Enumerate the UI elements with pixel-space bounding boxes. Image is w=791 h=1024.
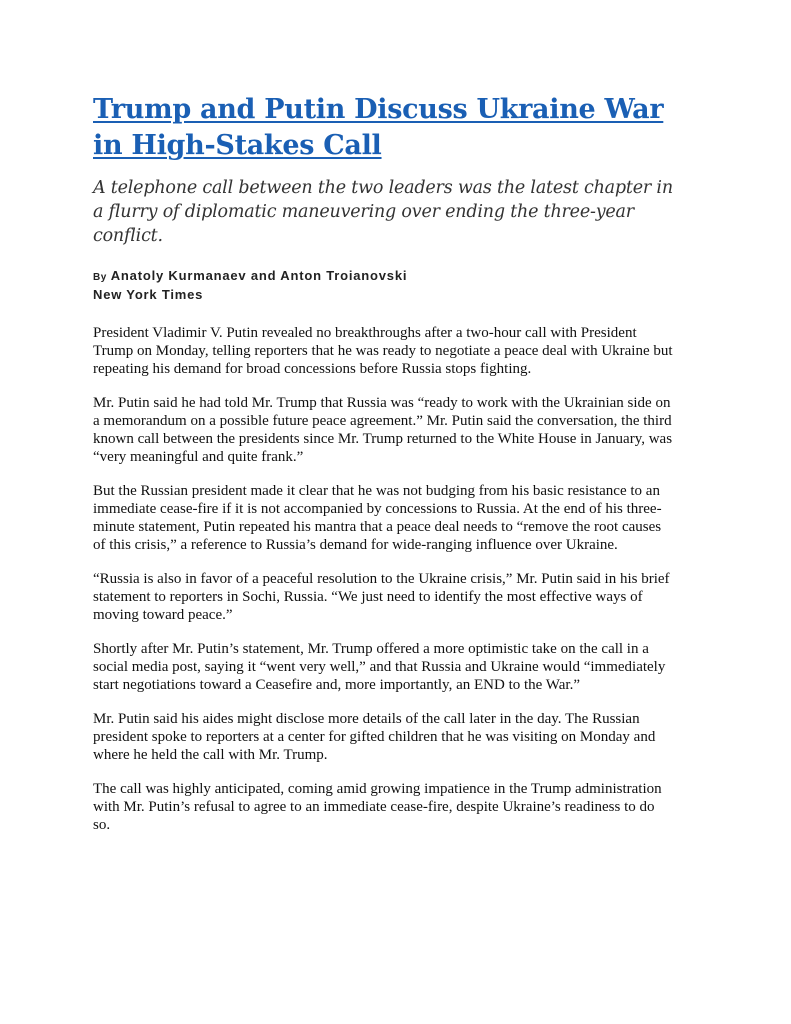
article-dek: A telephone call between the two leaders was the latest chapter in a flurry of diplomatic maneuvering over ending the three-year conflict. [93, 178, 673, 246]
outlet-name: New York Times [93, 287, 204, 302]
article-paragraph: But the Russian president made it clear that he was not budging from his basic resistance to an immediate cease-fire if it is not accompanied by concessions to Russia. At the end of his three-minute statement, Putin repeated his mantra that a peace deal needs to “remove the root causes of this crisis,” a reference to Russia’s demand for wide-ranging influence over Ukraine. [93, 483, 662, 553]
article-paragraph: Mr. Putin said he had told Mr. Trump that Russia was “ready to work with the Ukrainian side on a memorandum on a possible future peace agreement.” Mr. Putin said the conversation, the third known call between the presidents since Mr. Trump returned to the White House in January, was “very meaningful and quite frank.” [93, 395, 673, 465]
article-paragraph: The call was highly anticipated, coming amid growing impatience in the Trump administration with Mr. Putin’s refusal to agree to an immediate cease-fire, despite Ukraine’s readiness to do so. [93, 781, 662, 833]
byline [93, 268, 673, 286]
article-paragraph: President Vladimir V. Putin revealed no breakthroughs after a two-hour call with President Trump on Monday, telling reporters that he was ready to negotiate a peace deal with Ukraine but repeating his demand for broad concessions before Russia stops fighting. [93, 325, 673, 377]
byline-authors: Anatoly Kurmanaev and Anton Troianovski [110, 268, 408, 283]
article-paragraph: Shortly after Mr. Putin’s statement, Mr. Trump offered a more optimistic take on the call in a social media post, saying it “went very well,” and that Russia and Ukraine would “immediately start negotiations toward a Ceasefire and, more importantly, an END to the War.” [93, 641, 666, 693]
article-paragraph: “Russia is also in favor of a peaceful resolution to the Ukraine crisis,” Mr. Putin said in his brief statement to reporters in Sochi, Russia. “We just need to identify the most effective ways of moving toward peace.” [93, 571, 670, 623]
byline-prefix: By [93, 272, 107, 283]
article [93, 92, 673, 850]
article-paragraph: Mr. Putin said his aides might disclose more details of the call later in the day. The Russian president spoke to reporters at a center for gifted children that he was visiting on Monday and where he held the call with Mr. Trump. [93, 711, 656, 763]
article-headline [93, 92, 673, 164]
headline-link[interactable]: Trump and Putin Discuss Ukraine War in High-Stakes Call [93, 94, 664, 161]
article-body [93, 324, 673, 834]
